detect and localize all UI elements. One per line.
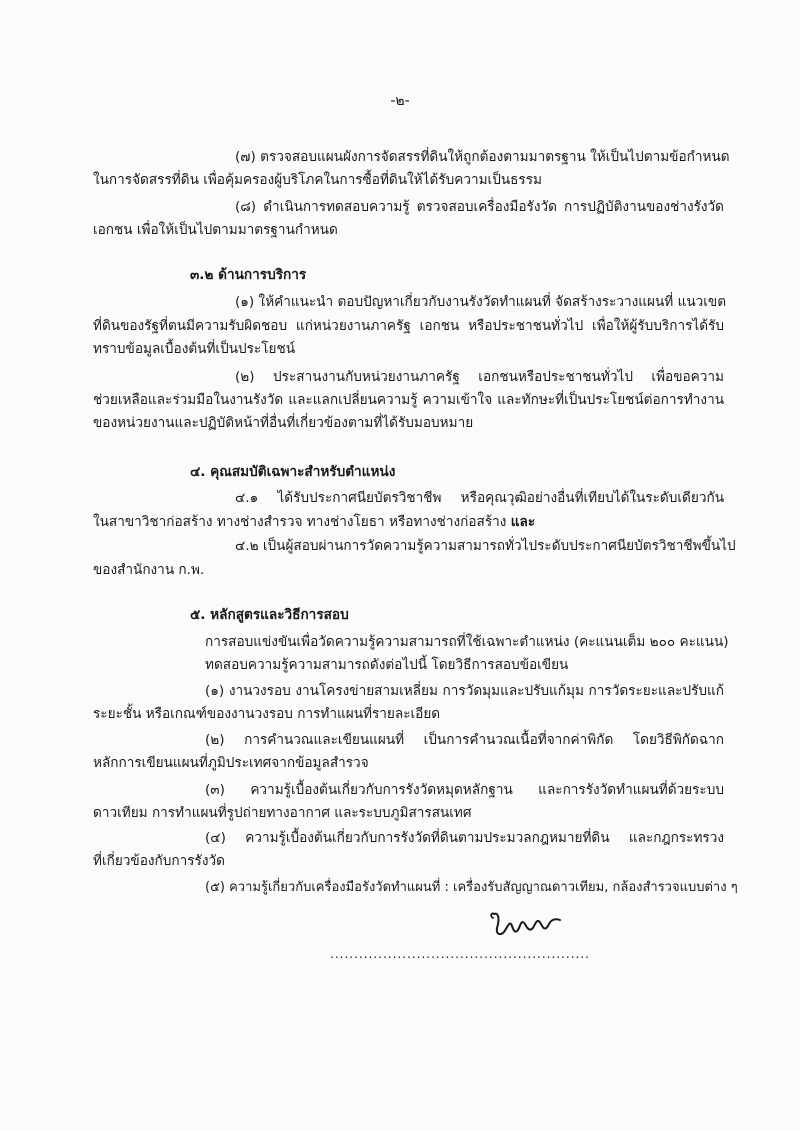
text-line: (๑) งานวงรอบ งานโครงข่ายสามเหลี่ยม การวัดมุมและปรับแก้มุม การวัดระยะและปรับแก้ [205, 683, 724, 699]
text-line: ดาวเทียม การทำแผนที่รูปถ่ายทางอากาศ และระบบภูมิสารสนเทศ [93, 805, 472, 821]
text-line: ที่เกี่ยวข้องกับการรังวัด [93, 853, 225, 869]
text-line: (๘) ดำเนินการทดสอบความรู้ ตรวจสอบเครื่องมือรังวัด การปฏิบัติงานของช่างรังวัด [235, 199, 724, 215]
text-line: ที่ดินของรัฐที่ตนมีความรับผิดชอบ แก่หน่วยงานภาครัฐ เอกชน หรือประชาชนทั่วไป เพื่อให้ผู้รับบริการได้รับ [93, 318, 724, 334]
text-line [93, 511, 535, 533]
text-line: ระยะชั้น หรือเกณฑ์ของงานวงรอบ การทำแผนที่รายละเอียด [93, 706, 441, 722]
section-heading: ๓.๒ ด้านการบริการ [190, 267, 307, 283]
text-line: ในการจัดสรรที่ดิน เพื่อคุ้มครองผู้บริโภคในการซื้อที่ดินให้ได้รับความเป็นธรรม [93, 172, 542, 188]
text-line: ช่วยเหลือและร่วมมือในงานรังวัด และแลกเปลี่ยนความรู้ ความเข้าใจ และทักษะที่เป็นประโยชน์ต่อการทำงาน [93, 392, 724, 408]
signature-line: ...................................................... [330, 947, 590, 961]
text-line: หลักการเขียนแผนที่ภูมิประเทศจากข้อมูลสำรวจ [93, 755, 369, 771]
text-line: เอกชน เพื่อให้เป็นไปตามมาตรฐานกำหนด [93, 222, 338, 238]
text-line: (๓) ความรู้เบื้องต้นเกี่ยวกับการรังวัดหมุดหลักฐาน และการรังวัดทำแผนที่ด้วยระบบ [205, 782, 724, 798]
text-line: (๒) ประสานงานกับหน่วยงานภาครัฐ เอกชนหรือประชาชนทั่วไป เพื่อขอความ [235, 369, 724, 385]
text-line: ทดสอบความรู้ความสามารถดังต่อไปนี้ โดยวิธีการสอบข้อเขียน [205, 657, 569, 673]
section-heading: ๕. หลักสูตรและวิธีการสอบ [190, 607, 349, 623]
text-line-bold: และ [510, 514, 536, 530]
page-number: -๒- [390, 93, 410, 109]
signature-image [488, 906, 568, 942]
text-line: (๒) การคำนวณและเขียนแผนที่ เป็นการคำนวณเนื้อที่จากค่าพิกัด โดยวิธีพิกัดฉาก [205, 732, 724, 748]
text-line: (๗) ตรวจสอบแผนผังการจัดสรรที่ดินให้ถูกต้องตามมาตรฐาน ให้เป็นไปตามข้อกำหนด [235, 149, 730, 165]
text-line: (๕) ความรู้เกี่ยวกับเครื่องมือรังวัดทำแผนที่ : เครื่องรับสัญญาณดาวเทียม, กล้องสำรวจแบบต่าง ๆ [205, 880, 738, 895]
text-line: (๑) ให้คำแนะนำ ตอบปัญหาเกี่ยวกับงานรังวัดทำแผนที่ จัดสร้างระวางแผนที่ แนวเขต [235, 294, 727, 310]
text-line: ของสำนักงาน ก.พ. [93, 562, 205, 578]
text-line: การสอบแข่งขันเพื่อวัดความรู้ความสามารถที่ใช้เฉพาะตำแหน่ง (คะแนนเต็ม ๒๐๐ คะแนน) [205, 634, 729, 650]
text-line: ๔.๑ ได้รับประกาศนียบัตรวิชาชีพ หรือคุณวุฒิอย่างอื่นที่เทียบได้ในระดับเดียวกัน [235, 490, 724, 506]
text-line: ของหน่วยงานและปฏิบัติหน้าที่อื่นที่เกี่ยวข้องตามที่ได้รับมอบหมาย [93, 415, 474, 431]
text-line: (๔) ความรู้เบื้องต้นเกี่ยวกับการรังวัดที่ดินตามประมวลกฎหมายที่ดิน และกฎกระทรวง [205, 830, 724, 846]
text-line: ๔.๒ เป็นผู้สอบผ่านการวัดความรู้ความสามารถทั่วไประดับประกาศนียบัตรวิชาชีพขึ้นไป [235, 538, 736, 554]
text-line-body: ในสาขาวิชาก่อสร้าง ทางช่างสำรวจ ทางช่างโยธา หรือทางช่างก่อสร้าง [93, 514, 511, 530]
section-heading: ๔. คุณสมบัติเฉพาะสำหรับตำแหน่ง [190, 464, 396, 480]
text-line: ทราบข้อมูลเบื้องต้นที่เป็นประโยชน์ [93, 341, 296, 357]
